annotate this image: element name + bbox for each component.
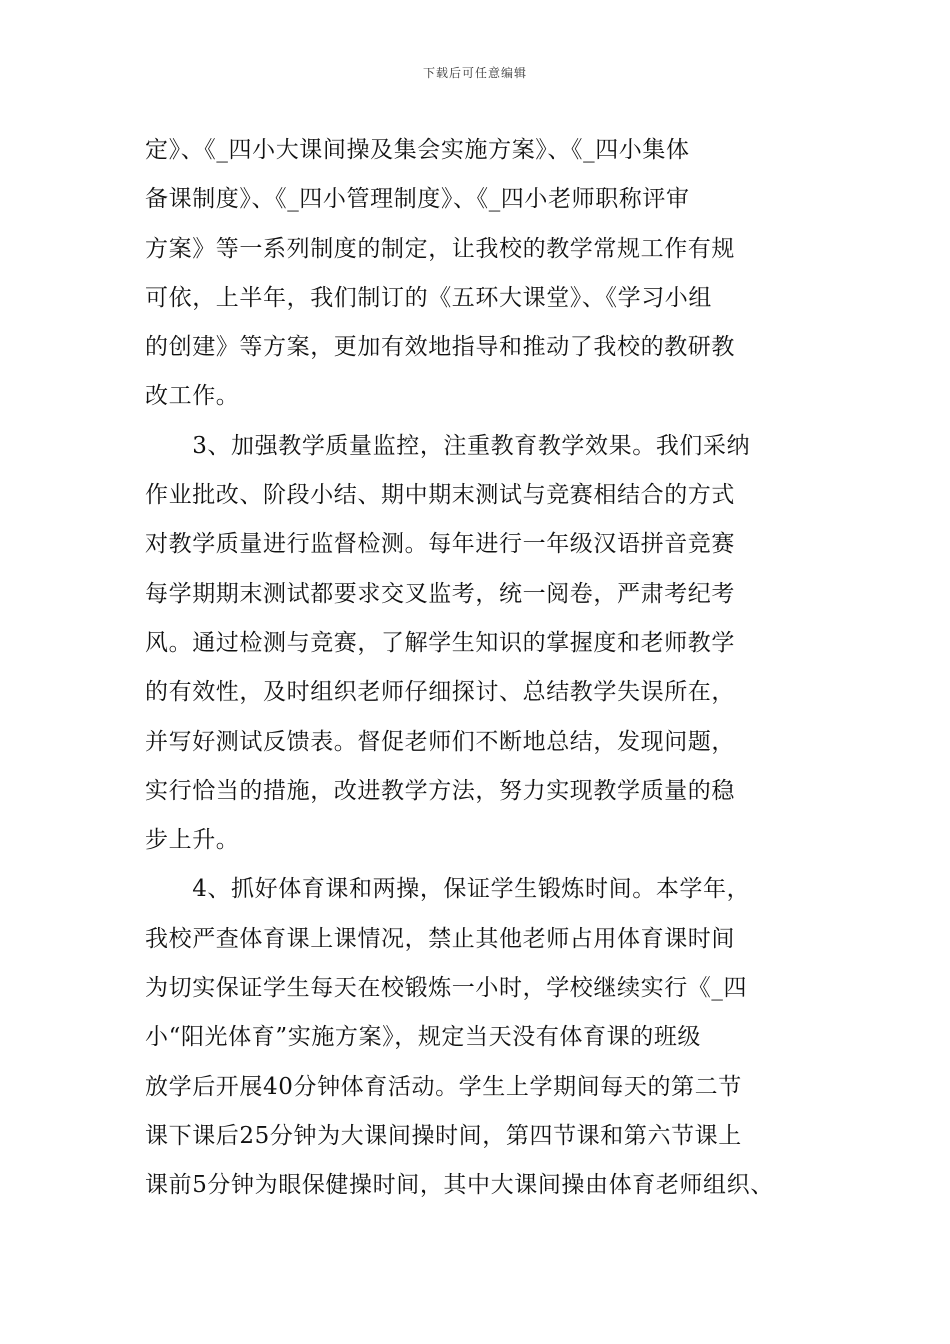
text-line: 风。通过检测与竞赛，了解学生知识的掌握度和老师教学 (145, 629, 735, 656)
text-line: 放学后开展40分钟体育活动。学生上学期间每天的第二节 (145, 1073, 742, 1100)
paragraph-3-first-line: 3、加强教学质量监控，注重教育教学效果。我们采纳 (145, 432, 751, 459)
text-line: 对教学质量进行监督检测。每年进行一年级汉语拼音竞赛 (145, 531, 735, 558)
text-line: 小“阳光体育”实施方案》，规定当天没有体育课的班级 (145, 1024, 702, 1051)
text-line: 课前5分钟为眼保健操时间，其中大课间操由体育老师组织、 (145, 1172, 774, 1199)
text-line: 定》、《_四小大课间操及集会实施方案》、《_四小集体 (145, 137, 690, 163)
text-line: 的有效性，及时组织老师仔细探讨、总结教学失误所在， (145, 679, 735, 706)
text-line: 实行恰当的措施，改进教学方法，努力实现教学质量的稳 (145, 777, 735, 804)
text-line: 可依，上半年，我们制订的《五环大课堂》、《学习小组 (145, 284, 712, 311)
text-line: 方案》等一系列制度的制定，让我校的教学常规工作有规 (145, 235, 735, 262)
text-line: 我校严查体育课上课情况，禁止其他老师占用体育课时间 (145, 925, 735, 952)
text-line: 备课制度》、《_四小管理制度》、《_四小老师职称评审 (145, 186, 690, 213)
text-line: 课下课后25分钟为大课间操时间，第四节课和第六节课上 (145, 1122, 742, 1149)
text-line: 每学期期末测试都要求交叉监考，统一阅卷，严肃考纪考 (145, 580, 735, 607)
text-line: 的创建》等方案，更加有效地指导和推动了我校的教研教 (145, 334, 735, 361)
text-line: 步上升。 (145, 827, 240, 854)
text-line: 为切实保证学生每天在校锻炼一小时，学校继续实行《_四 (145, 975, 748, 1002)
document-body (145, 126, 830, 1211)
text-line: 作业批改、阶段小结、期中期末测试与竞赛相结合的方式 (145, 482, 735, 509)
page-header: 下载后可任意编辑 (422, 66, 527, 80)
paragraph-4-first-line: 4、抓好体育课和两操，保证学生锻炼时间。本学年， (145, 876, 751, 903)
text-line: 并写好测试反馈表。督促老师们不断地总结，发现问题， (145, 728, 735, 755)
text-line: 改工作。 (145, 383, 240, 410)
